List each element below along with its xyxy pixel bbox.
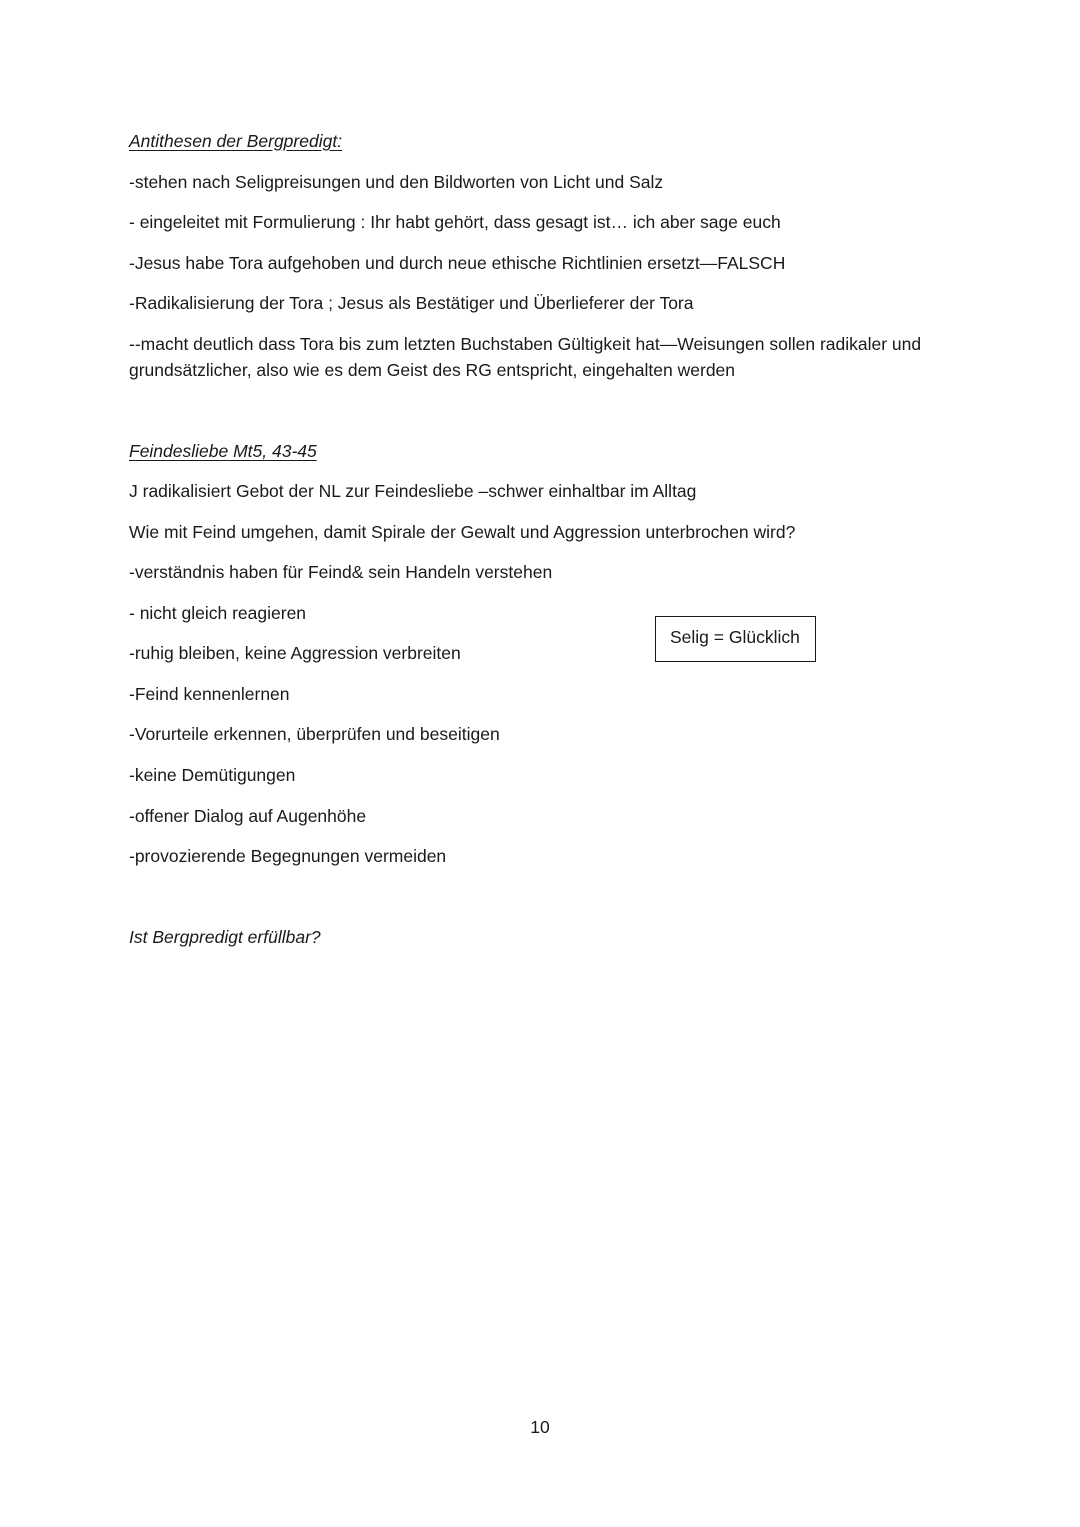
feindesliebe-line: J radikalisiert Gebot der NL zur Feindesliebe –schwer einhaltbar im Alltag — [129, 481, 697, 501]
question-text: Ist Bergpredigt erfüllbar? — [129, 927, 321, 947]
definition-box-text: Selig = Glücklich — [670, 627, 800, 647]
feindesliebe-line: - nicht gleich reagieren — [129, 603, 307, 623]
feindesliebe-line: -offener Dialog auf Augenhöhe — [129, 806, 367, 826]
antithesen-line: - eingeleitet mit Formulierung : Ihr habt gehört, dass gesagt ist… ich aber sage euch — [129, 212, 781, 232]
feindesliebe-line: -provozierende Begegnungen vermeiden — [129, 846, 447, 866]
page-number: 10 — [530, 1417, 550, 1437]
antithesen-line: -Jesus habe Tora aufgehoben und durch neue ethische Richtlinien ersetzt—FALSCH — [129, 253, 786, 273]
section-heading-antithesen: Antithesen der Bergpredigt: — [129, 131, 343, 151]
antithesen-line: --macht deutlich dass Tora bis zum letzten Buchstaben Gültigkeit hat—Weisungen sollen radikaler und grundsätzlicher, also wie es dem Geist des RG entspricht, eingehalten werden — [129, 334, 922, 380]
feindesliebe-line: -Feind kennenlernen — [129, 684, 290, 704]
feindesliebe-line: -Vorurteile erkennen, überprüfen und beseitigen — [129, 724, 500, 744]
feindesliebe-line: -keine Demütigungen — [129, 765, 296, 785]
antithesen-line: -stehen nach Seligpreisungen und den Bildworten von Licht und Salz — [129, 172, 664, 192]
feindesliebe-line: -verständnis haben für Feind& sein Handeln verstehen — [129, 562, 553, 582]
section-heading-feindesliebe: Feindesliebe Mt5, 43-45 — [129, 441, 317, 461]
feindesliebe-line: -ruhig bleiben, keine Aggression verbreiten — [129, 643, 461, 663]
antithesen-line: -Radikalisierung der Tora ; Jesus als Bestätiger und Überlieferer der Tora — [129, 293, 694, 313]
definition-box — [655, 616, 816, 662]
feindesliebe-line: Wie mit Feind umgehen, damit Spirale der Gewalt und Aggression unterbrochen wird? — [129, 522, 796, 542]
